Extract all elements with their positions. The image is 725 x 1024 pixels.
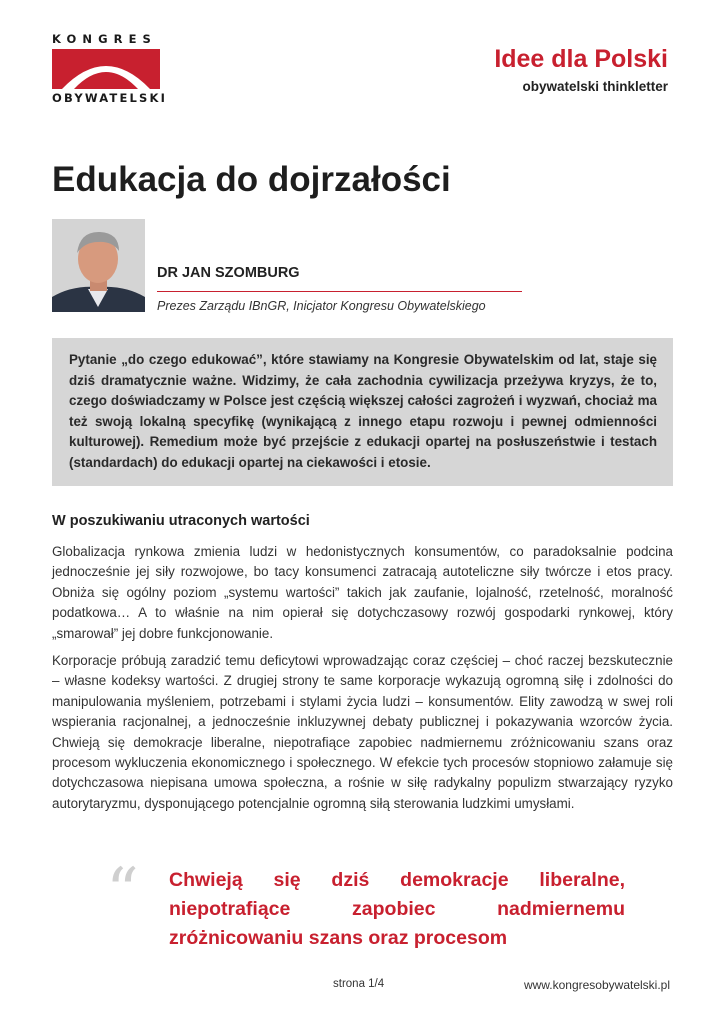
author-photo bbox=[52, 219, 145, 312]
body-paragraph: Korporacje próbują zaradzić temu deficytowi wprowadzając coraz częściej – choć raczej bezskutecznie – własne kodeksy wartości. Z drugiej strony te same korporacje wykazują ogromną siłę i zdolności do manipulowania myśleniem, potrzebami i stylami życia ludzi – konsumentów. Elity zawodzą w swej roli wspierania racjonalnej, a jednocześnie inkluzywnej debaty publicznej i pokazywania wzorców życia. Chwieją się demokracje liberalne, niepotrafiące zapobiec nadmiernemu zróżnicowaniu szans oraz procesom wykluczenia ekonomicznego i społecznego. W efekcie tych procesów stopniowo załamuje się dotychczasowa niepisana umowa społeczna, a rośnie w siłę radykalny populizm stwarzający ryzyko autorytaryzmu, dysponującego potencjalnie ogromną siłą sterowania ludzkimi umysłami. bbox=[52, 653, 673, 811]
brand-subtitle: obywatelski thinkletter bbox=[522, 79, 668, 94]
author-divider bbox=[157, 291, 522, 292]
author-name: DR JAN SZOMBURG bbox=[157, 265, 300, 281]
brand-title: Idee dla Polski bbox=[494, 45, 668, 73]
document-title: Edukacja do dojrzałości bbox=[52, 160, 451, 199]
body-text bbox=[52, 542, 673, 821]
page-number: strona 1/4 bbox=[333, 978, 385, 990]
body-paragraph: Globalizacja rynkowa zmienia ludzi w hedonistycznych konsumentów, co paradoksalnie podcina jednocześnie jej siły rozwojowe, bo tacy konsumenci zatracają autoteliczne siły twórcze i etos pracy. Obniża się ogólny poziom „systemu wartości” takich jak zaufanie, lojalność, rzetelność, moralność podatkowa… A to właśnie na nim opierał się dotychczasowy rozwój gospodarki rynkowej, który „smarował” jej dobre funkcjonowanie. bbox=[52, 544, 673, 641]
logo bbox=[52, 32, 168, 105]
logo-arch-icon bbox=[52, 49, 160, 89]
logo-text-bottom: OBYWATELSKI bbox=[52, 91, 168, 105]
brand-block bbox=[494, 45, 668, 94]
lead-paragraph: Pytanie „do czego edukować”, które stawiamy na Kongresie Obywatelskim od lat, staje się dziś dramatycznie ważne. Widzimy, że cała zachodnia cywilizacja przeżywa kryzys, że to, czego doświadczamy w Polsce jest częścią większej całości zagrożeń i wyzwań, chociaż ma też swoją lokalną specyfikę (wynikającą z innego etapu rozwoju i pewnej odmienności kulturowej). Remedium może być przejście z edukacji opartej na posłuszeństwie i testach (standardach) do edukacji opartej na ciekawości i etosie. bbox=[52, 338, 673, 486]
pull-quote-text: Chwieją się dziś demokracje liberalne, niepotrafiące zapobiec nadmiernemu zróżnicowaniu szans oraz procesom bbox=[169, 869, 625, 949]
section-heading: W poszukiwaniu utraconych wartości bbox=[52, 513, 310, 529]
author-portrait-icon bbox=[52, 219, 145, 312]
logo-text-top: KONGRES bbox=[52, 32, 157, 46]
quote-mark-icon: “ bbox=[106, 855, 139, 929]
footer-url[interactable]: www.kongresobywatelski.pl bbox=[523, 978, 670, 992]
author-role: Prezes Zarządu IBnGR, Inicjator Kongresu Obywatelskiego bbox=[157, 299, 486, 313]
